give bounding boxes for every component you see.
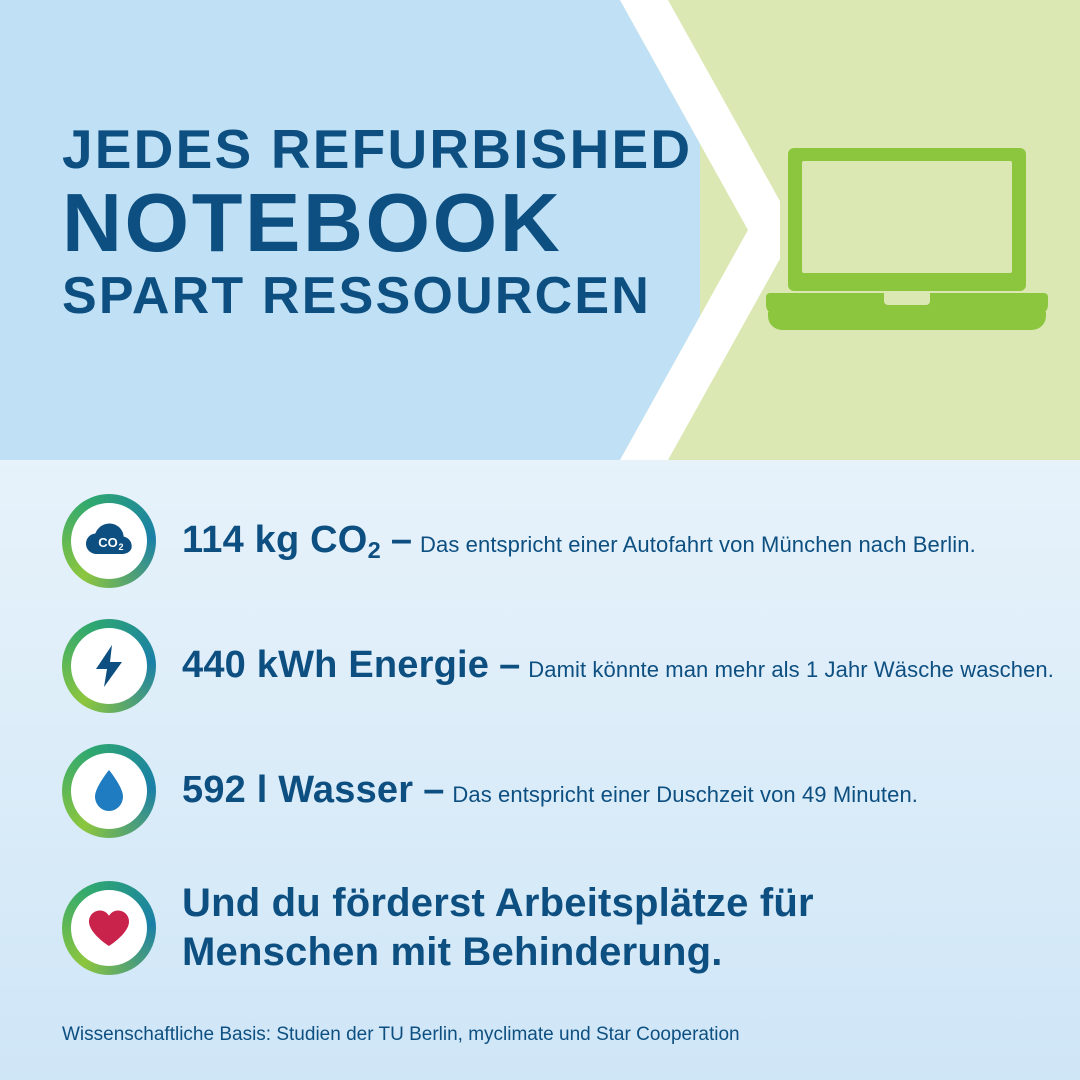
co2-cloud-icon: [71, 503, 147, 579]
header-band: [0, 0, 1080, 460]
closing-line-2: Menschen mit Behinderung.: [182, 930, 723, 974]
laptop-trackpad-notch: [884, 293, 930, 305]
badge-ring: [62, 881, 156, 975]
headline-line-2: NOTEBOOK: [62, 176, 563, 269]
fact-dash: –: [390, 519, 413, 561]
badge-ring: [62, 494, 156, 588]
laptop-screen-inner: [802, 161, 1012, 273]
fact-description: Das entspricht einer Autofahrt von München nach Berlin.: [420, 532, 976, 557]
list-item: [0, 603, 1080, 728]
badge-ring: [62, 619, 156, 713]
laptop-base: [768, 312, 1046, 330]
list-item-closing: [0, 853, 1080, 1003]
laptop-icon: [766, 148, 1048, 334]
facts-list: [0, 478, 1080, 1003]
fact-value: 114 kg $CO_2$: [182, 519, 381, 563]
fact-value: 440 kWh Energie: [182, 644, 490, 686]
headline-line-3: SPART RESSOURCEN: [62, 267, 651, 325]
energy-bolt-icon: [71, 628, 147, 704]
svg-text:CO: CO: [98, 534, 118, 550]
list-item: [0, 478, 1080, 603]
fact-text: [182, 644, 1054, 687]
fact-text: [182, 769, 918, 812]
svg-text:2: 2: [118, 541, 124, 552]
headline-line-1: JEDES REFURBISHED: [62, 118, 693, 180]
badge-ring: [62, 744, 156, 838]
source-note: Wissenschaftliche Basis: Studien der TU Berlin, myclimate und Star Cooperation: [62, 1024, 740, 1045]
fact-description: Das entspricht einer Duschzeit von 49 Minuten.: [452, 782, 919, 807]
closing-line-1: Und du förderst Arbeitsplätze für: [182, 881, 814, 926]
fact-value-subscript: 2: [367, 537, 381, 563]
fact-description: Damit könnte man mehr als 1 Jahr Wäsche waschen.: [528, 657, 1054, 682]
list-item: [0, 728, 1080, 853]
closing-text: [182, 879, 814, 977]
page-title: [62, 118, 693, 325]
water-drop-icon: [71, 753, 147, 829]
fact-dash: –: [499, 644, 521, 686]
heart-icon: [71, 890, 147, 966]
fact-value: 592 l Wasser: [182, 769, 414, 811]
fact-text: [182, 519, 976, 562]
laptop-screen: [788, 148, 1026, 291]
fact-dash: –: [423, 769, 445, 811]
